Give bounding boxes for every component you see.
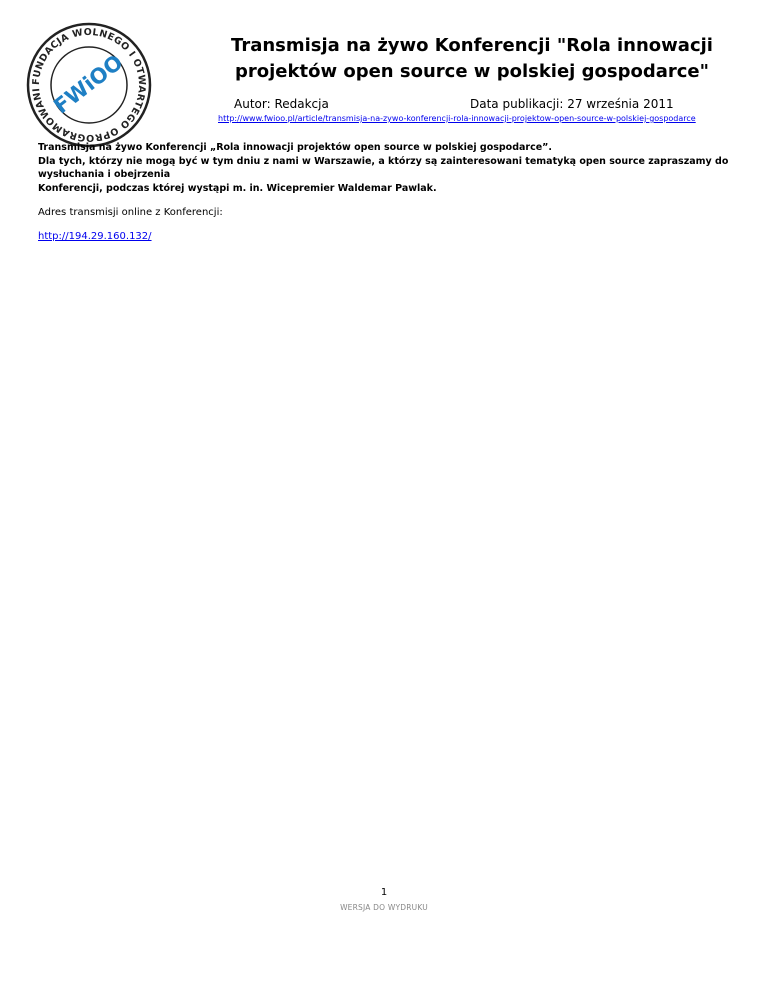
fwioo-logo — [26, 22, 152, 148]
transmission-label: Adres transmisji online z Konferencji: — [38, 207, 223, 218]
lead-line: Transmisja na żywo Konferencji „Rola innowacji projektów open source w polskiej gospodarce”. — [38, 142, 553, 153]
lead-line: Dla tych, którzy nie mogą być w tym dniu z nami w Warszawie, a którzy są zainteresowani tematyką open source zapraszamy do wysłuchania i obejrzenia — [38, 155, 729, 181]
article-title: Transmisja na żywo Konferencji "Rola innowacji projektów open source w polskiej gospodarce" — [231, 35, 713, 82]
print-version-label: WERSJA DO WYDRUKU — [340, 903, 428, 912]
logo-ring-text: FUNDACJA WOLNEGO I OTWARTEGO OPROGRAMOWANI — [30, 26, 148, 144]
lead-line: Konferencji, podczas której wystąpi m. in. Wicepremier Waldemar Pawlak. — [38, 182, 437, 194]
publication-date: Data publikacji: 27 września 2011 — [470, 97, 674, 111]
article-source-link[interactable]: http://www.fwioo.pl/article/transmisja-na-zywo-konferencji-rola-innowacji-projektow-open-source-w-polskiej-gospodarce — [218, 114, 696, 123]
logo-mark-text: FWiOO — [49, 49, 128, 119]
author-line: Autor: Redakcja — [234, 97, 329, 111]
fwioo-logo-svg — [26, 22, 152, 148]
page-number: 1 — [380, 887, 388, 898]
transmission-link[interactable]: http://194.29.160.132/ — [38, 231, 152, 242]
lead-paragraph — [38, 141, 738, 195]
